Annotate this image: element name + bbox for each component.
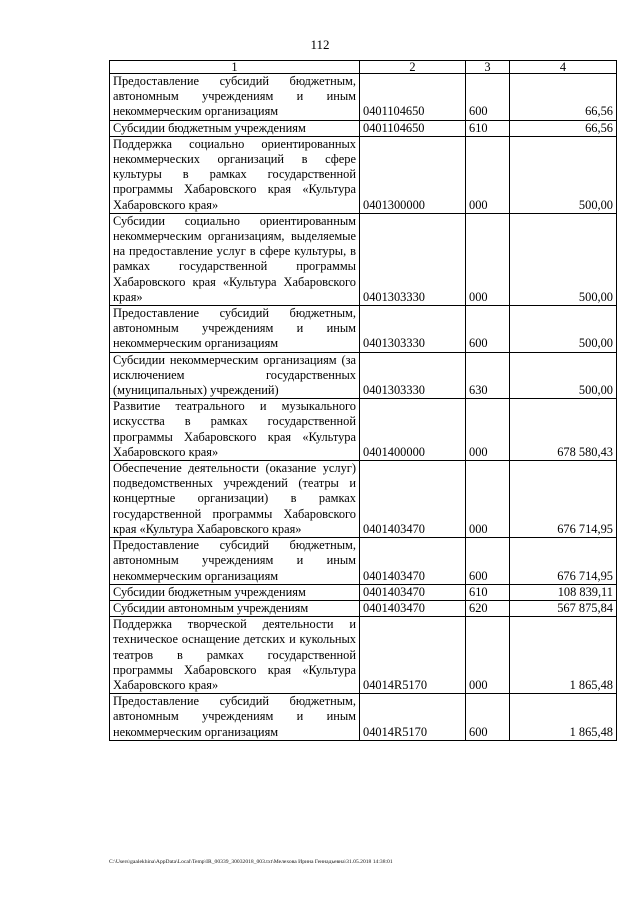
row-name: Субсидии бюджетным учреждениям <box>110 120 360 136</box>
table-row <box>110 461 617 538</box>
row-sum: 678 580,43 <box>510 399 617 461</box>
column-header-2: 2 <box>360 61 466 74</box>
row-code: 0401303330 <box>360 213 466 305</box>
budget-table-body <box>110 61 617 741</box>
row-code: 0401300000 <box>360 136 466 213</box>
row-sum: 500,00 <box>510 136 617 213</box>
row-name: Субсидии социально ориентированным некоммерческим организациям, выделяемые на предоставление услуг в сфере культуры, в рамках государственной программы Хабаровского края «Культура Хабаровского края» <box>110 213 360 305</box>
row-name: Предоставление субсидий бюджетным, автономным учреждениям и иным некоммерческим организациям <box>110 694 360 741</box>
row-sum: 500,00 <box>510 213 617 305</box>
row-code: 0401400000 <box>360 399 466 461</box>
row-type: 600 <box>466 694 510 741</box>
row-sum: 500,00 <box>510 306 617 353</box>
row-code: 0401303330 <box>360 352 466 399</box>
row-name: Обеспечение деятельности (оказание услуг) подведомственных учреждений (театры и концертные организации) в рамках государственной программы Хабаровского края «Культура Хабаровского края» <box>110 461 360 538</box>
table-header-row <box>110 61 617 74</box>
row-name: Поддержка творческой деятельности и техническое оснащение детских и кукольных театров в рамках государственной программы Хабаровского края «Культура Хабаровского края» <box>110 617 360 694</box>
table-row <box>110 617 617 694</box>
row-type: 600 <box>466 74 510 121</box>
table-row <box>110 213 617 305</box>
row-sum: 676 714,95 <box>510 461 617 538</box>
row-code: 0401403470 <box>360 600 466 616</box>
row-name: Предоставление субсидий бюджетным, автономным учреждениям и иным некоммерческим организациям <box>110 74 360 121</box>
table-row <box>110 694 617 741</box>
table-row <box>110 584 617 600</box>
row-sum: 1 865,48 <box>510 694 617 741</box>
column-header-4: 4 <box>510 61 617 74</box>
row-name: Поддержка социально ориентированных некоммерческих организаций в сфере культуры в рамках государственной программы Хабаровского края «Культура Хабаровского края» <box>110 136 360 213</box>
table-row <box>110 74 617 121</box>
row-name: Субсидии автономным учреждениям <box>110 600 360 616</box>
row-name: Предоставление субсидий бюджетным, автономным учреждениям и иным некоммерческим организациям <box>110 306 360 353</box>
table-row <box>110 306 617 353</box>
row-code: 0401104650 <box>360 74 466 121</box>
row-type: 000 <box>466 136 510 213</box>
page-number: 112 <box>310 37 330 52</box>
row-name: Субсидии некоммерческим организациям (за исключением государственных (муниципальных) учреждений) <box>110 352 360 399</box>
row-type: 610 <box>466 584 510 600</box>
row-code: 0401303330 <box>360 306 466 353</box>
row-code: 0401403470 <box>360 584 466 600</box>
row-type: 000 <box>466 461 510 538</box>
table-row <box>110 538 617 585</box>
table-row <box>110 136 617 213</box>
row-type: 000 <box>466 213 510 305</box>
column-header-1: 1 <box>110 61 360 74</box>
row-sum: 500,00 <box>510 352 617 399</box>
row-type: 630 <box>466 352 510 399</box>
row-code: 04014R5170 <box>360 617 466 694</box>
row-name: Субсидии бюджетным учреждениям <box>110 584 360 600</box>
row-type: 610 <box>466 120 510 136</box>
table-row <box>110 600 617 616</box>
budget-table <box>109 60 617 741</box>
file-path-footer: C:\Users\gaalekhina\AppData\Local\Temp\IR_00339_30032018_003.txt\Мелехова Ирина Геннадьевна\31.05.2018 14:38:01 <box>109 859 393 865</box>
row-type: 600 <box>466 306 510 353</box>
row-type: 000 <box>466 399 510 461</box>
table-row <box>110 352 617 399</box>
row-sum: 66,56 <box>510 74 617 121</box>
row-code: 04014R5170 <box>360 694 466 741</box>
row-name: Предоставление субсидий бюджетным, автономным учреждениям и иным некоммерческим организациям <box>110 538 360 585</box>
row-type: 620 <box>466 600 510 616</box>
row-code: 0401403470 <box>360 461 466 538</box>
table-row <box>110 399 617 461</box>
table-row <box>110 120 617 136</box>
row-code: 0401104650 <box>360 120 466 136</box>
row-type: 000 <box>466 617 510 694</box>
row-type: 600 <box>466 538 510 585</box>
row-code: 0401403470 <box>360 538 466 585</box>
row-sum: 108 839,11 <box>510 584 617 600</box>
row-sum: 567 875,84 <box>510 600 617 616</box>
row-sum: 676 714,95 <box>510 538 617 585</box>
row-name: Развитие театрального и музыкального искусства в рамках государственной программы Хабаровского края «Культура Хабаровского края» <box>110 399 360 461</box>
row-sum: 66,56 <box>510 120 617 136</box>
row-sum: 1 865,48 <box>510 617 617 694</box>
column-header-3: 3 <box>466 61 510 74</box>
